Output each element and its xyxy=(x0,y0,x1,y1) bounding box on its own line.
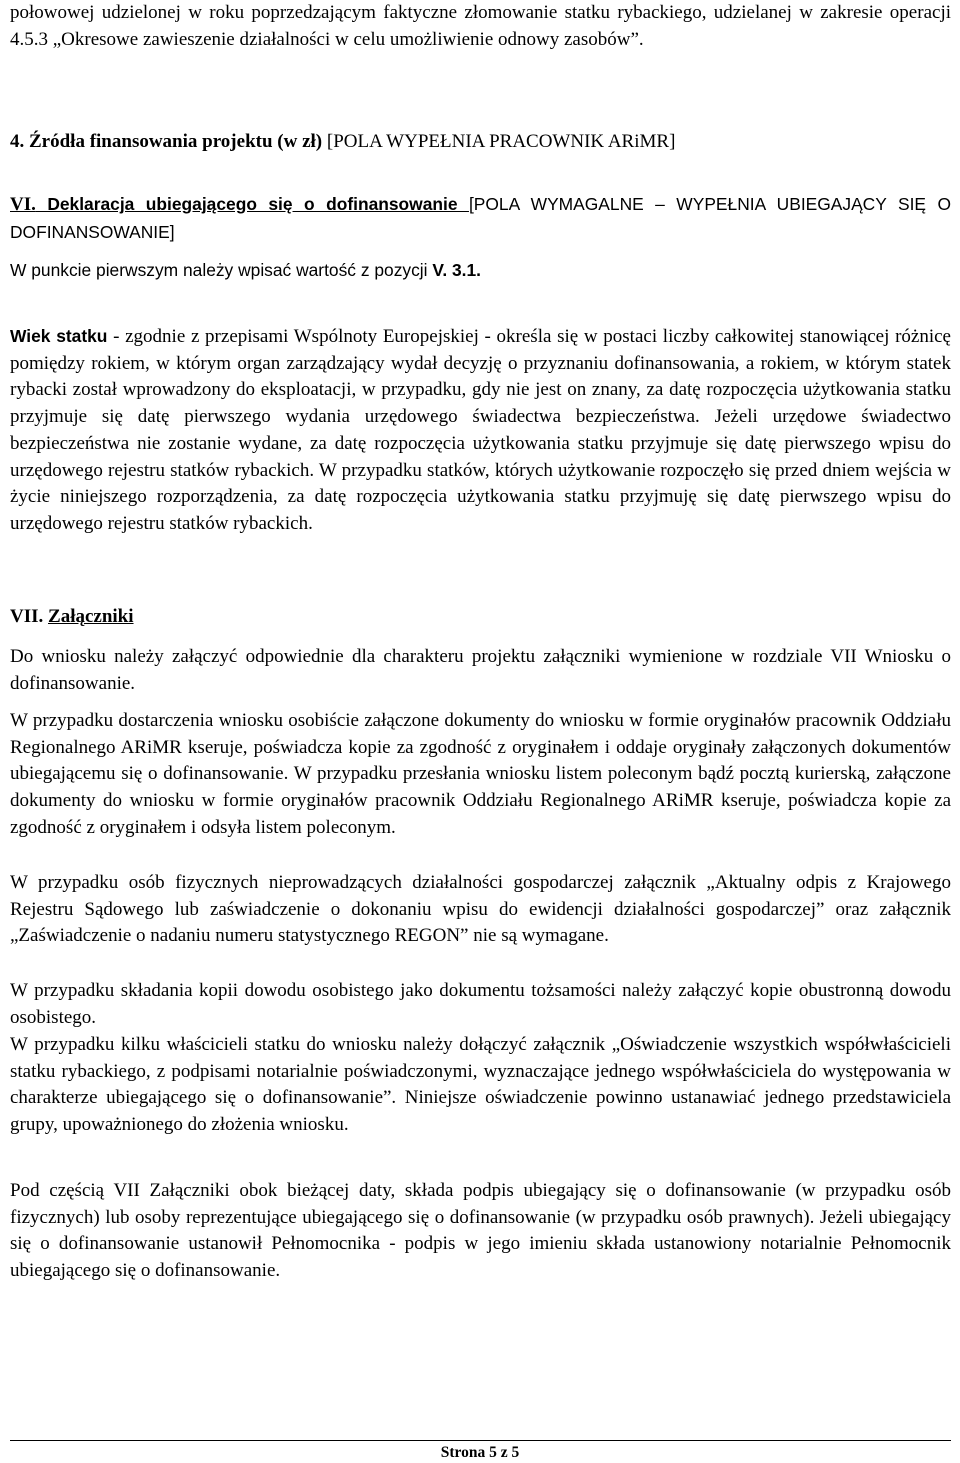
section-7-heading xyxy=(10,604,951,631)
section-6-number: VI. xyxy=(10,194,36,215)
section-6-fill-note: [POLA WYMAGALNE – WYPEŁNIA UBIEGAJĄCY SIĘ O DOFINANSOWANIE] xyxy=(10,194,951,242)
section-7-paragraph-4: W przypadku składania kopii dowodu osobistego jako dokumentu tożsamości należy załączyć kopie obustronną dowodu osobistego. xyxy=(10,980,951,1028)
section-6-instruction xyxy=(10,257,951,284)
wiek-statku-term: Wiek statku xyxy=(10,326,108,346)
section-4-title: 4. Źródła finansowania projektu (w zł) xyxy=(10,131,323,152)
section-7-paragraph-3: W przypadku osób fizycznych nieprowadzących działalności gospodarczej załącznik „Aktualny odpis z Krajowego Rejestru Sądowego lub zaświadczenie o dokonaniu wpisu do ewidencji działalności gospodarczej” oraz załącznik „Zaświadczenie o nadaniu numeru statystycznego REGON” nie są wymagane. xyxy=(10,872,951,947)
section-7-paragraph-2: W przypadku dostarczenia wniosku osobiście załączone dokumenty do wniosku w formie oryginałów pracownik Oddziału Regionalnego ARiMR kseruje, poświadcza kopie za zgodność z oryginałem i oddaje oryginały załączonych dokumentów ubiegającemu się o dofinansowanie. W przypadku przesłania wniosku listem poleconym bądź pocztą kurierską, załączone dokumenty do wniosku w formie oryginałów pracownik Oddziału Regionalnego ARiMR kseruje, poświadcza kopie za zgodność z oryginałem i odsyła listem poleconym. xyxy=(10,710,951,838)
section-7-paragraph-5: W przypadku kilku właścicieli statku do wniosku należy dołączyć załącznik „Oświadczenie wszystkich współwłaścicieli statku rybackiego, z podpisami notarialnie poświadczonymi, wyznaczające jednego współwłaściciela do występowania w charakterze ubiegającego się o dofinansowanie”. Niniejsze oświadczenie powinno ustanawiać jednego przedstawiciela grupy, upoważnionego do złożenia wniosku. xyxy=(10,1034,951,1136)
section-6-instruction-ref: V. 3.1. xyxy=(432,260,482,280)
wiek-statku-paragraph xyxy=(10,323,951,538)
wiek-statku-text: - zgodnie z przepisami Wspólnoty Europejskiej - określa się w postaci liczby całkowitej stanowiącej różnicę pomiędzy rokiem, w którym organ zarządzający wydał decyzję o przyznaniu dofinansowania, a rokiem, w którym statek rybacki został wprowadzony do eksploatacji, w przypadku, gdy nie jest on znany, za datę rozpoczęcia użytkowania statku przyjmuje się datę pierwszego wydania urzędowego świadectwa bezpieczeństwa. Jeżeli urzędowe świadectwo bezpieczeństwa nie zostanie wydane, za datę rozpoczęcia użytkowania statku przyjmuje się datę pierwszego wpisu do urzędowego rejestru statków rybackich. W przypadku statków, których użytkowanie rozpoczęło się przed dniem wejścia w życie niniejszego rozporządzenia, za datę rozpoczęcia użytkowania statku przyjmuję się datę pierwszego wpisu do urzędowego rejestru statków rybackich. xyxy=(10,326,951,534)
section-7-paragraph-1: Do wniosku należy załączyć odpowiednie dla charakteru projektu załączniki wymienione w rozdziale VII Wniosku o dofinansowanie. xyxy=(10,646,951,694)
footer-divider xyxy=(10,1440,951,1441)
section-4-heading xyxy=(10,129,951,156)
intro-paragraph: połowowej udzielonej w roku poprzedzającym faktyczne złomowanie statku rybackiego, udzielanej w zakresie operacji 4.5.3 „Okresowe zawieszenie działalności w celu umożliwienie odnowy zasobów”. xyxy=(10,2,951,50)
section-6-heading xyxy=(10,191,951,246)
section-6-instruction-text: W punkcie pierwszym należy wpisać wartość z pozycji xyxy=(10,260,433,280)
section-7-number: VII. xyxy=(10,606,44,627)
page-number: Strona 5 z 5 xyxy=(440,1444,520,1461)
section-6-title: Deklaracja ubiegającego się o dofinansowanie xyxy=(35,194,469,214)
section-7-paragraph-6: Pod częścią VII Załączniki obok bieżącej daty, składa podpis ubiegający się o dofinansowanie (w przypadku osób fizycznych) lub osoby reprezentujące ubiegającego się o dofinansowanie (w przypadku osób prawnych). Jeżeli ubiegający się o dofinansowanie ustanowił Pełnomocnika - podpis w jego imieniu składa ustanowiony notarialnie Pełnomocnik ubiegającego się o dofinansowanie. xyxy=(10,1180,951,1282)
section-7-title: Załączniki xyxy=(48,606,134,627)
section-4-fill-note: [POLA WYPEŁNIA PRACOWNIK ARiMR] xyxy=(322,131,676,152)
